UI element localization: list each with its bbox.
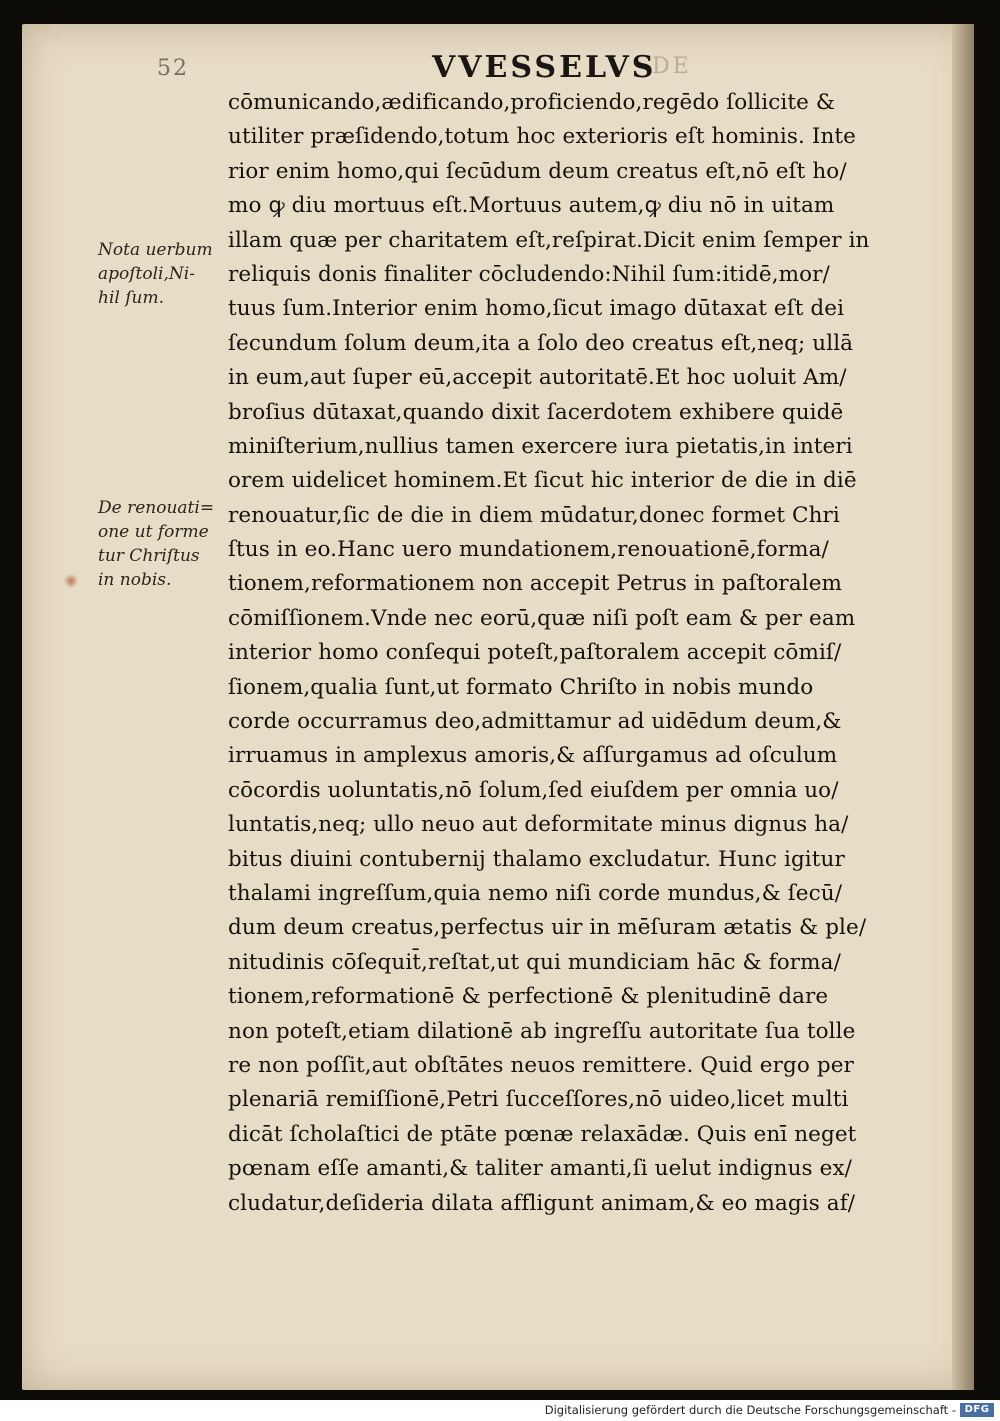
dfg-logo[interactable]: DFG	[960, 1403, 994, 1417]
margin-note-2	[98, 496, 230, 592]
text-line: illam quæ per charitatem eſt,reſpirat.Dicit enim ſemper in	[228, 227, 870, 253]
text-line: bitus diuini contubernij thalamo excludatur. Hunc igitur	[228, 846, 845, 872]
margin-note-line: De renouati=	[98, 498, 215, 518]
text-line: cludatur,deſideria dilata affligunt animam,& eo magis af/	[228, 1190, 856, 1216]
text-line: re non poſſit,aut obſtātes neuos remittere. Quid ergo per	[228, 1052, 854, 1078]
text-line: corde occurramus deo,admittamur ad uidēdum deum,&	[228, 709, 842, 735]
text-line: ſionem,qualia ſunt,ut formato Chriſto in nobis mundo	[228, 674, 814, 700]
credit-text: Digitalisierung gefördert durch die Deutsche Forschungsgemeinschaft -	[544, 1403, 956, 1417]
text-line: non poteſt,etiam dilationē ab ingreſſu autoritate ſua tolle	[228, 1018, 856, 1044]
margin-note-line: one ut forme	[98, 522, 209, 542]
running-head-faint: DE	[652, 54, 692, 79]
margin-note-line: apoſtoli,Ni-	[98, 264, 195, 284]
text-line: pœnam eſſe amanti,& taliter amanti,ſi uelut indignus ex/	[228, 1156, 853, 1182]
text-line: cōmunicando,ædificando,proficiendo,regēdo ſollicite &	[228, 90, 836, 115]
text-line: dum deum creatus,perfectus uir in mēſuram ætatis & ple/	[228, 915, 867, 941]
text-line: cōmiſſionem.Vnde nec eorū,quæ niſi poſt eam & per eam	[228, 605, 856, 631]
text-line: utiliter præſidendo,totum hoc exterioris eſt hominis. Inte	[228, 124, 856, 150]
text-line: interior homo conſequi poteſt,paſtoralem accepit cōmiſ/	[228, 640, 842, 666]
text-line: orem uidelicet hominem.Et ſicut hic interior de die in diē	[228, 468, 857, 494]
margin-note-line: Nota uerbum	[98, 240, 213, 260]
text-line: reliquis donis finaliter cōcludendo:Nihil ſum:itidē,mor/	[228, 261, 830, 287]
text-line: nitudinis cōſequit̄,reſtat,ut qui mundiciam hāc & forma/	[228, 949, 841, 975]
text-line: irruamus in amplexus amoris,& aſſurgamus ad oſculum	[228, 743, 838, 769]
book-page	[22, 24, 974, 1390]
running-head: VVESSELVS	[432, 50, 657, 85]
text-line: cōcordis uoluntatis,nō ſolum,ſed eiuſdem per omnia uo/	[228, 777, 839, 803]
credit-bar	[0, 1400, 1000, 1421]
body-text	[228, 86, 918, 1221]
text-line: dicāt ſcholaſtici de ptāte pœnæ relaxādæ. Quis enī neget	[228, 1121, 857, 1147]
text-line: tionem,reformationem non accepit Petrus in paſtoralem	[228, 571, 843, 597]
page-edge	[952, 24, 974, 1390]
margin-note-line: tur Chriſtus	[98, 546, 200, 566]
margin-note-line: in nobis.	[98, 570, 172, 590]
text-line: miniſterium,nullius tamen exercere iura pietatis,in interi	[228, 433, 853, 459]
text-line: renouatur,ſic de die in diem mūdatur,donec formet Chri	[228, 502, 840, 528]
paper-stain	[64, 574, 78, 588]
text-line: rior enim homo,qui ſecūdum deum creatus eſt,nō eſt ho/	[228, 158, 847, 184]
text-line: luntatis,neq; ullo neuo aut deformitate minus dignus ha/	[228, 812, 849, 838]
text-line: thalami ingreſſum,quia nemo niſi corde mundus,& ſecū/	[228, 880, 843, 906]
text-line: tionem,reformationē & perfectionē & plenitudinē dare	[228, 984, 829, 1010]
text-line: plenariā remiſſionē,Petri ſucceſſores,nō uideo,licet multi	[228, 1087, 849, 1113]
text-line: tuus ſum.Interior enim homo,ſicut imago dūtaxat eſt dei	[228, 296, 845, 322]
folio-number: 52	[157, 56, 189, 81]
margin-note-line: hil ſum.	[98, 288, 164, 308]
text-line: broſius dūtaxat,quando dixit ſacerdotem exhibere quidē	[228, 399, 844, 425]
margin-note-1	[98, 238, 228, 310]
text-line: mo ꝙ diu mortuus eſt.Mortuus autem,ꝙ diu nō in uitam	[228, 193, 835, 219]
text-line: in eum,aut ſuper eū,accepit autoritatē.Et hoc uoluit Am/	[228, 365, 847, 391]
text-line: ſtus in eo.Hanc uero mundationem,renouationē,forma/	[228, 537, 829, 563]
text-line: ſecundum ſolum deum,ita a ſolo deo creatus eſt,neq; ullā	[228, 330, 854, 356]
